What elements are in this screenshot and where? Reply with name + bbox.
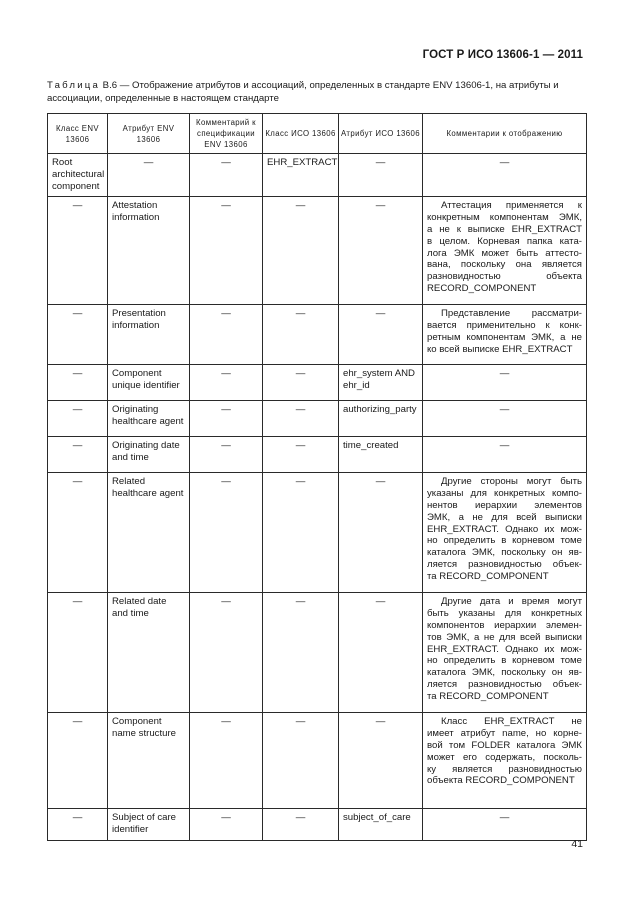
table-cell: — (263, 713, 339, 809)
table-cell: — (339, 473, 423, 593)
comment-line: ляется разновидностью объек- (427, 558, 582, 570)
table-cell: — (190, 713, 263, 809)
caption-text: В.6 — Отображение атрибутов и ассоциаций, определенных в стандарте ENV 13606-1, на атрибуты и ассоциации, определенные в настоящем стандарте (47, 80, 559, 104)
comment-line: вой том FOLDER каталога ЭМК (427, 739, 582, 751)
comment-line: — (499, 157, 510, 168)
table-cell: — (190, 437, 263, 473)
table-cell: — (339, 197, 423, 305)
table-cell: ehr_system AND ehr_id (339, 365, 423, 401)
table-header-row (48, 114, 587, 154)
comment-line: указаны для конкретных компо- (427, 488, 582, 500)
caption-label: Таблица (47, 80, 101, 91)
comment-line: Аттестация применяется к (441, 200, 582, 212)
table-cell-comment (423, 401, 587, 437)
table-cell: — (263, 401, 339, 437)
table-cell: Component unique identifier (108, 365, 190, 401)
table-cell: Related date and time (108, 593, 190, 713)
table-cell: — (108, 154, 190, 197)
comment-line: но определить в корневом томе (427, 535, 582, 547)
table-cell: Originating healthcare agent (108, 401, 190, 437)
comment-line: ко всей выписке EHR_EXTRACT (427, 343, 573, 355)
comment-line: EHR_EXTRACT. Однако их мож- (427, 643, 582, 655)
mapping-table (47, 113, 587, 841)
comment-line: — (499, 812, 510, 824)
comment-line: а не к выписке EHR_EXTRACT (427, 223, 582, 235)
table-cell: — (263, 809, 339, 841)
table-cell: — (190, 154, 263, 197)
col-header-mapping-comments: Комментарии к отображению (423, 114, 587, 154)
comment-line: но определить в корневом томе (427, 655, 582, 667)
comment-line: компонентов иерархии элемен- (427, 619, 582, 631)
table-row (48, 154, 587, 197)
table-cell: Attestation information (108, 197, 190, 305)
table-cell: Root architectural component (48, 154, 108, 197)
comment-line: ку является разновидностью (427, 763, 582, 775)
comment-line: — (499, 440, 510, 452)
col-header-env-comment: Комментарий к спецификации ENV 13606 (190, 114, 263, 154)
table-row (48, 197, 587, 305)
comment-line: нентов иерархии элементов (427, 499, 582, 511)
table-cell: — (48, 437, 108, 473)
page-number: 41 (571, 838, 583, 850)
comment-line: имеет атрибут name, но корне- (427, 728, 582, 740)
table-body (48, 154, 587, 841)
table-row (48, 713, 587, 809)
comment-line: Другие дата и время могут (441, 596, 582, 608)
table-cell: Originating date and time (108, 437, 190, 473)
table-cell: — (190, 305, 263, 365)
comment-line: — (499, 404, 510, 416)
comment-line: каталога ЭМК, поскольку он яв- (427, 547, 582, 559)
table-cell: — (263, 593, 339, 713)
table-cell-comment (423, 365, 587, 401)
table-row (48, 365, 587, 401)
table-cell: time_created (339, 437, 423, 473)
table-cell: — (190, 809, 263, 841)
table-row (48, 473, 587, 593)
comment-line: каталога ЭМК, поскольку он яв- (427, 667, 582, 679)
table-cell: — (48, 473, 108, 593)
table-cell: — (48, 713, 108, 809)
comment-line: тов ЭМК, а не для всей выписки (427, 631, 582, 643)
table-cell: — (48, 365, 108, 401)
comment-line: Класс EHR_EXTRACT не (441, 716, 582, 728)
table-cell: Presentation information (108, 305, 190, 365)
comment-line: быть указаны для конкретных (427, 608, 582, 620)
table-cell: — (48, 197, 108, 305)
comment-line: может его содержать, посколь- (427, 751, 582, 763)
comment-line: Представление рассматри- (441, 308, 582, 320)
comment-line: — (499, 368, 510, 380)
table-cell: — (339, 713, 423, 809)
comment-line: вается применительно к конк- (427, 320, 582, 332)
comment-line: вана, поскольку она является (427, 259, 582, 271)
table-cell-comment (423, 305, 587, 365)
table-cell: Component name structure (108, 713, 190, 809)
table-cell: — (263, 473, 339, 593)
table-cell: — (339, 154, 423, 197)
comment-line: ЭМК, а не для всей выписки (427, 511, 582, 523)
table-cell: — (48, 401, 108, 437)
table-cell: — (263, 365, 339, 401)
comment-line: объекта RECORD_COMPONENT (427, 775, 575, 787)
table-cell-comment (423, 593, 587, 713)
table-cell: Subject of care identifier (108, 809, 190, 841)
table-cell: — (190, 593, 263, 713)
table-cell-comment (423, 154, 587, 197)
table-cell: — (263, 197, 339, 305)
table-cell: EHR_EXTRACT (263, 154, 339, 197)
comment-line: та RECORD_COMPONENT (427, 570, 549, 582)
comment-line: конкретным компонентам ЭМК, (427, 212, 582, 224)
table-row (48, 305, 587, 365)
comment-line: та RECORD_COMPONENT (427, 690, 549, 702)
table-cell-comment (423, 197, 587, 305)
table-cell: — (190, 473, 263, 593)
comment-line: ляется разновидностью объек- (427, 678, 582, 690)
comment-line: разновидностью объекта (427, 271, 582, 283)
table-row (48, 593, 587, 713)
table-caption (47, 79, 587, 105)
table-cell: — (48, 593, 108, 713)
comment-line: RECORD_COMPONENT (427, 282, 537, 294)
table-cell-comment (423, 473, 587, 593)
table-row (48, 401, 587, 437)
table-cell-comment (423, 437, 587, 473)
comment-line: EHR_EXTRACT. Однако их мож- (427, 523, 582, 535)
table-cell: — (190, 365, 263, 401)
table-row (48, 809, 587, 841)
table-cell-comment (423, 713, 587, 809)
table-cell: — (263, 305, 339, 365)
comment-line: ретным компонентам ЭМК, а не (427, 331, 582, 343)
col-header-env-attribute: Атрибут ENV 13606 (108, 114, 190, 154)
col-header-iso-attribute: Атрибут ИСО 13606 (339, 114, 423, 154)
table-cell-comment (423, 809, 587, 841)
table-cell: Related healthcare agent (108, 473, 190, 593)
table-cell: — (190, 401, 263, 437)
table-cell: authorizing_party (339, 401, 423, 437)
table-cell: — (263, 437, 339, 473)
table-row (48, 437, 587, 473)
table-cell: — (190, 197, 263, 305)
comment-line: Другие стороны могут быть (441, 476, 582, 488)
col-header-iso-class: Класс ИСО 13606 (263, 114, 339, 154)
comment-line: в целом. Корневая папка ката- (427, 235, 582, 247)
comment-line: лога ЭМК может быть аттесто- (427, 247, 582, 259)
standard-header: ГОСТ Р ИСО 13606-1 — 2011 (422, 49, 583, 61)
table-cell: subject_of_care (339, 809, 423, 841)
col-header-env-class: Класс ENV 13606 (48, 114, 108, 154)
table-cell: — (339, 305, 423, 365)
table-cell: — (339, 593, 423, 713)
table-cell: — (48, 305, 108, 365)
table-cell: — (48, 809, 108, 841)
